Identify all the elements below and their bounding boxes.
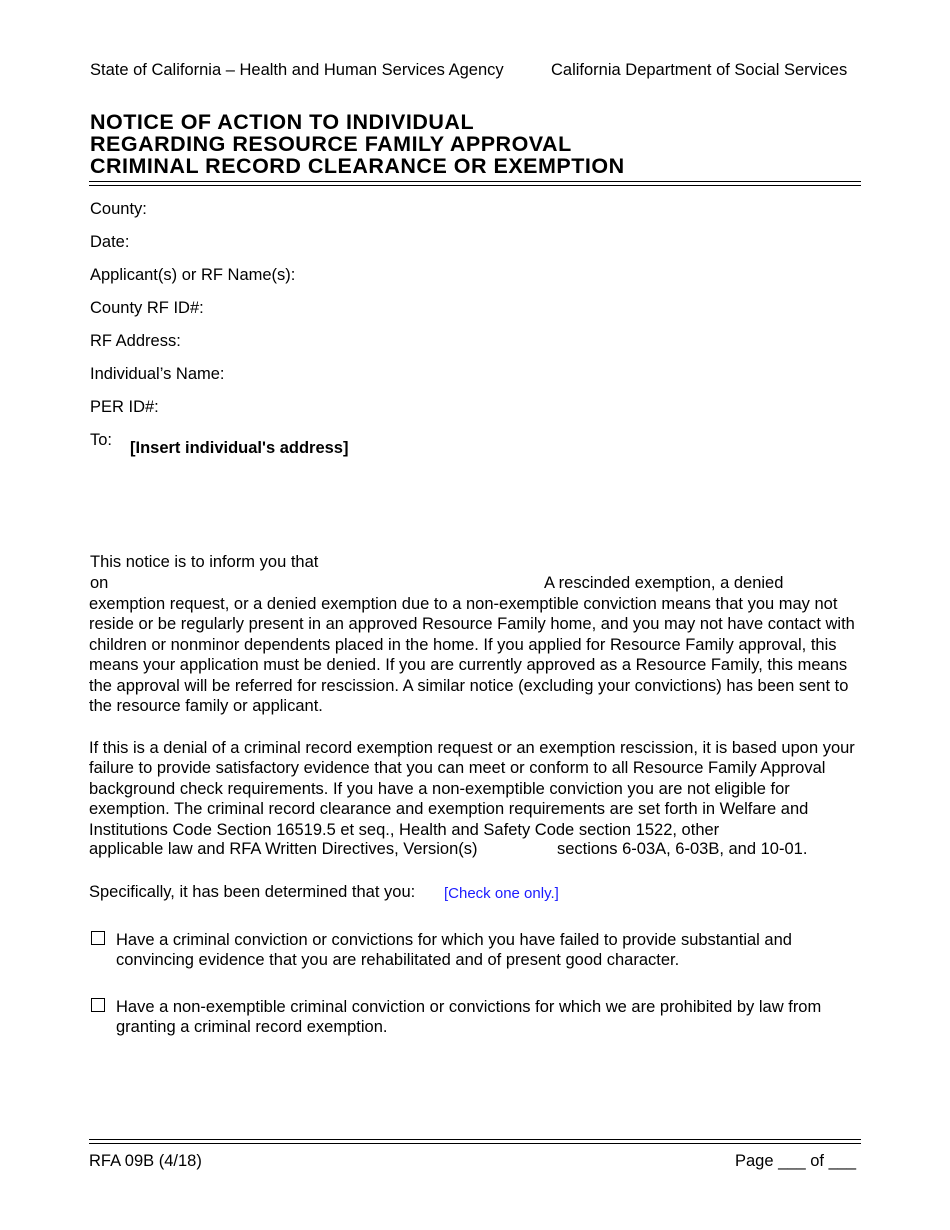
individual-name-label: Individual’s Name: xyxy=(90,365,225,383)
title-divider-top xyxy=(89,181,861,182)
county-label: County: xyxy=(90,200,147,218)
page-number: Page ___ of ___ xyxy=(735,1152,857,1170)
to-label: To: xyxy=(90,431,113,449)
rf-address-label: RF Address: xyxy=(90,332,181,350)
option-rehabilitation: Have a criminal conviction or convictions for which you have failed to provide substantial and convincing evidence that you are rehabilitated and of present good character. xyxy=(116,931,792,970)
check-one-hint: [Check one only.] xyxy=(444,885,559,902)
form-title-line-1: NOTICE OF ACTION TO INDIVIDUAL xyxy=(90,110,475,134)
notice-intro: This notice is to inform you that xyxy=(90,553,319,571)
form-title-line-2: REGARDING RESOURCE FAMILY APPROVAL xyxy=(90,132,572,156)
non-exemptible-checkbox[interactable] xyxy=(91,998,105,1012)
county-rf-id-label: County RF ID#: xyxy=(90,299,204,317)
applicant-name-label: Applicant(s) or RF Name(s): xyxy=(90,266,296,284)
department-name: California Department of Social Services xyxy=(551,61,848,79)
title-divider-bottom xyxy=(89,185,861,186)
agency-name: State of California – Health and Human Services Agency xyxy=(90,61,504,79)
footer-divider-top xyxy=(89,1139,861,1140)
notice-line2-tail: A rescinded exemption, a denied xyxy=(544,574,784,592)
sections-text: sections 6-03A, 6-03B, and 10-01. xyxy=(557,840,808,858)
exemption-paragraph: If this is a denial of a criminal record exemption request or an exemption rescission, it is based upon your failure to provide satisfactory evidence that you can meet or conform to all Resource Family Approval background check requirements. If you have a non-exemptible conviction you are not eligible for exemption. The criminal record clearance and exemption requirements are set forth in Welfare and Institutions Code Section 16519.5 et seq., Health and Safety Code section 1522, other xyxy=(89,739,855,839)
notice-on: on xyxy=(90,574,109,592)
rehabilitation-checkbox[interactable] xyxy=(91,931,105,945)
determination-label: Specifically, it has been determined that you: xyxy=(89,883,416,901)
notice-body: exemption request, or a denied exemption due to a non-exemptible conviction means that you may not reside or be regularly present in an approved Resource Family home, and you may not have contact with children or nonminor dependents placed in the home. If you applied for Resource Family approval, this means your application must be denied. If you are currently approved as a Resource Family, this means the approval will be referred for rescission. A similar notice (excluding your convictions) has been sent to the resource family or applicant. xyxy=(89,595,855,716)
form-id: RFA 09B (4/18) xyxy=(89,1152,202,1170)
written-directives-text: applicable law and RFA Written Directives, Version(s) xyxy=(89,840,478,858)
date-label: Date: xyxy=(90,233,130,251)
address-placeholder[interactable]: [Insert individual's address] xyxy=(130,439,349,457)
option-non-exemptible: Have a non-exemptible criminal conviction or convictions for which we are prohibited by law from granting a criminal record exemption. xyxy=(116,998,822,1037)
per-id-label: PER ID#: xyxy=(90,398,159,416)
footer-divider-bottom xyxy=(89,1143,861,1144)
form-title-line-3: CRIMINAL RECORD CLEARANCE OR EXEMPTION xyxy=(90,154,625,178)
